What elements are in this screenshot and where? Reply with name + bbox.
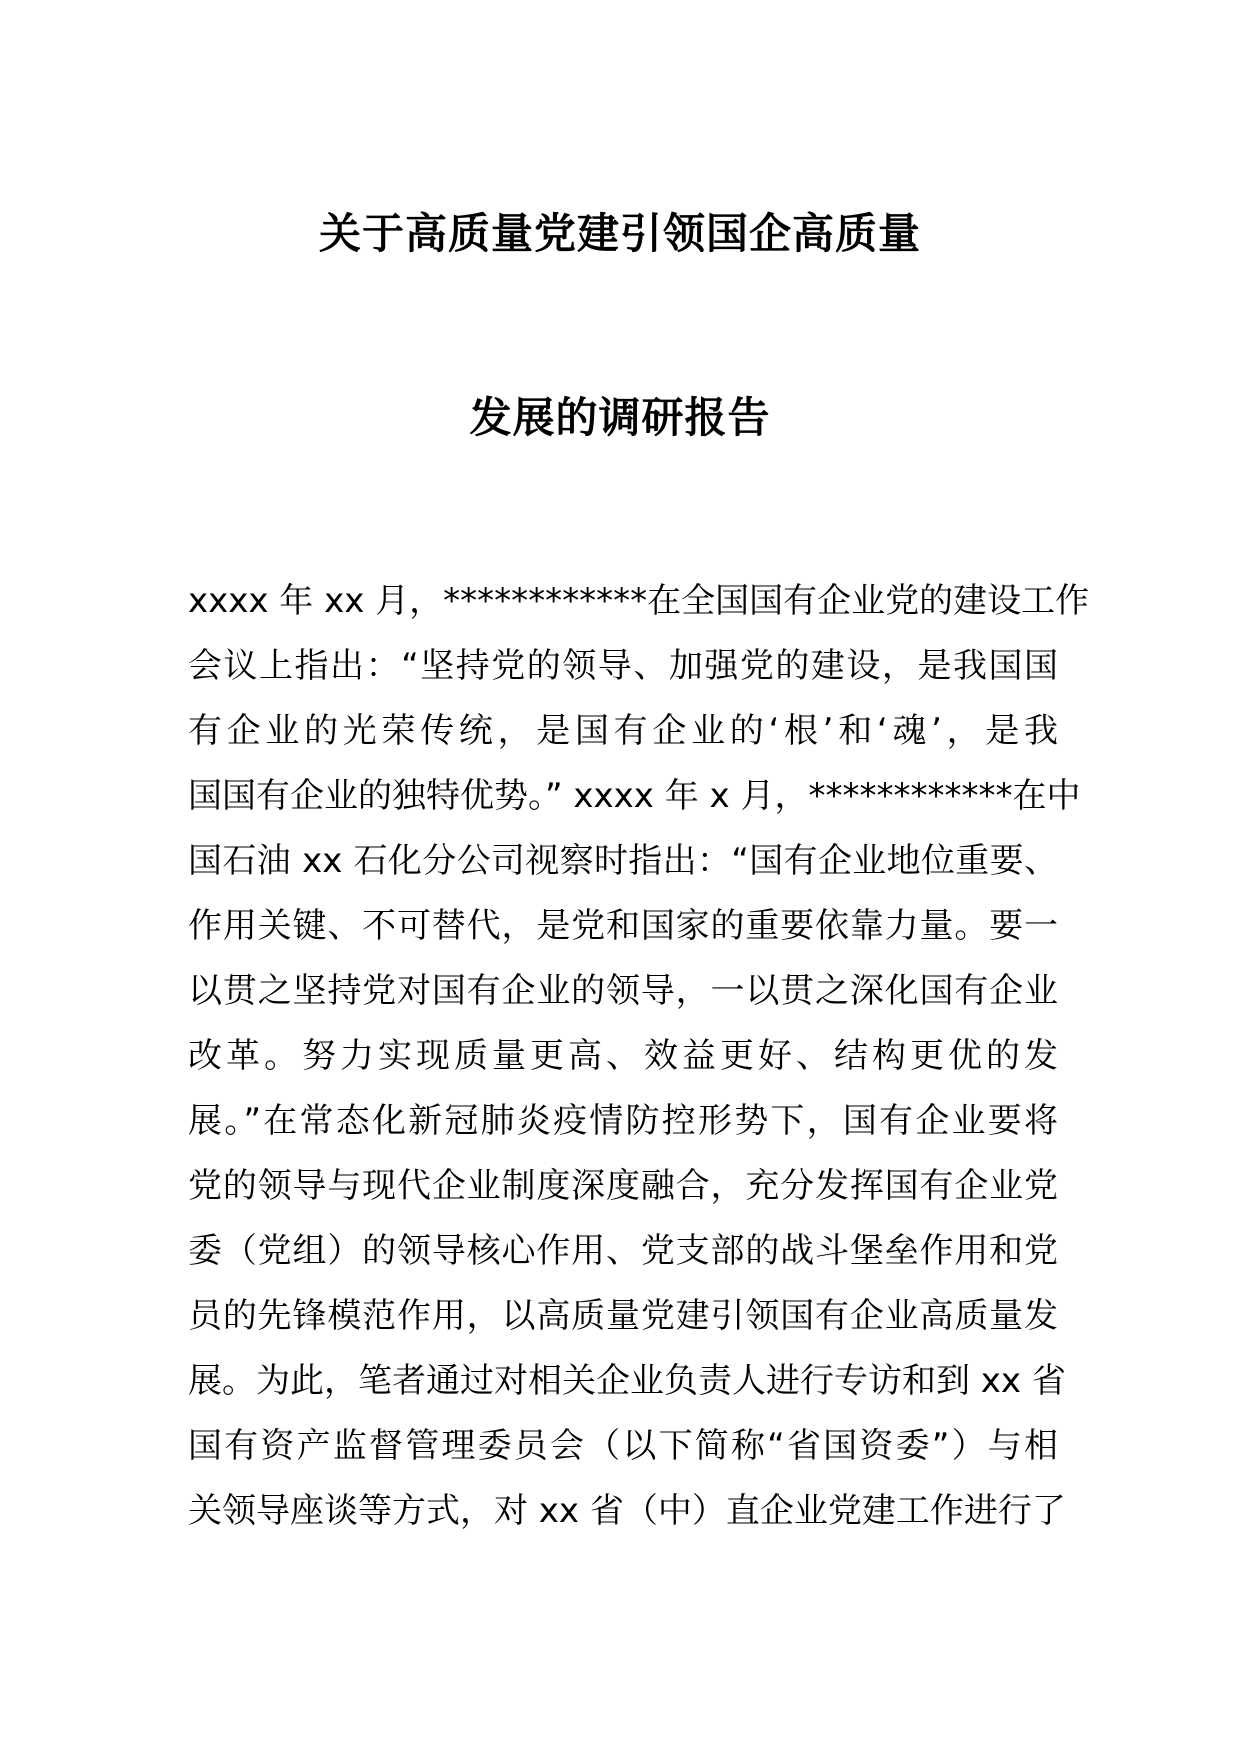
body-line-6: 作用关键、不可替代，是党和国家的重要依靠力量。要一 [188, 906, 1058, 946]
body-line-10: 党的领导与现代企业制度深度融合，充分发挥国有企业党 [188, 1166, 1058, 1206]
body-line-15: 关领导座谈等方式，对 xx 省（中）直企业党建工作进行了 [188, 1491, 1066, 1531]
document-title-line-1: 关于高质量党建引领国企高质量 [318, 209, 921, 258]
body-line-12: 员的先锋模范作用，以高质量党建引领国有企业高质量发 [188, 1296, 1058, 1336]
body-line-3: 有企业的光荣传统，是国有企业的‘根’和‘魂’，是我 [188, 711, 1058, 751]
body-line-1: xxxx 年 xx 月，************在全国国有企业党的建设工作 [188, 581, 1090, 621]
body-line-5: 国石油 xx 石化分公司视察时指出：“国有企业地位重要、 [188, 841, 1058, 881]
body-paragraph [188, 569, 1090, 1544]
body-line-4: 国国有企业的独特优势。” xxxx 年 x 月，************在中 [188, 776, 1081, 816]
body-line-9: 展。”在常态化新冠肺炎疫情防控形势下，国有企业要将 [188, 1101, 1058, 1141]
body-line-2: 会议上指出：“坚持党的领导、加强党的建设，是我国国 [188, 646, 1058, 686]
body-line-8: 改革。努力实现质量更高、效益更好、结构更优的发 [188, 1036, 1058, 1076]
body-line-11: 委（党组）的领导核心作用、党支部的战斗堡垒作用和党 [188, 1231, 1058, 1271]
body-line-13: 展。为此，笔者通过对相关企业负责人进行专访和到 xx 省 [188, 1361, 1066, 1401]
body-line-14: 国有资产监督管理委员会（以下简称“省国资委”）与相 [188, 1426, 1058, 1466]
document-title-line-2: 发展的调研报告 [469, 393, 771, 442]
body-line-7: 以贯之坚持党对国有企业的领导，一以贯之深化国有企业 [188, 971, 1058, 1011]
